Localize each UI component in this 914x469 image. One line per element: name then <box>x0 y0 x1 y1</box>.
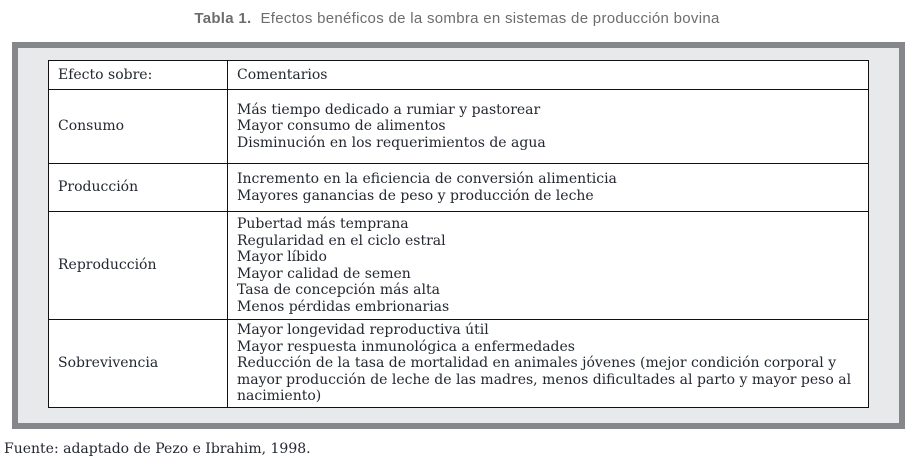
comment-line: Más tiempo dedicado a rumiar y pastorear <box>237 101 541 118</box>
table-title-label: Tabla 1. <box>194 10 252 27</box>
comment-line: Mayor longevidad reproductiva útil <box>237 322 489 339</box>
table-frame <box>12 42 905 429</box>
comment-line: Tasa de concepción más alta <box>237 282 440 298</box>
comments-cell <box>228 212 869 320</box>
table-row <box>49 320 869 408</box>
comments-cell <box>228 90 869 164</box>
table-row <box>49 90 869 164</box>
effect-cell: Reproducción <box>49 212 228 320</box>
table-title <box>0 10 914 27</box>
comments-cell <box>228 320 869 408</box>
table-row <box>49 212 869 320</box>
comment-line: Mayor consumo de alimentos <box>237 118 446 135</box>
comment-line: Mayor líbido <box>237 249 327 265</box>
comments-cell <box>228 164 869 212</box>
header-cell-effect: Efecto sobre: <box>49 61 228 90</box>
source-note: Fuente: adaptado de Pezo e Ibrahim, 1998. <box>4 441 311 457</box>
comment-line: Mayor respuesta inmunológica a enfermedades <box>237 338 575 355</box>
table-body <box>49 90 869 408</box>
header-row <box>49 61 869 90</box>
header-cell-comments: Comentarios <box>228 61 869 90</box>
effect-cell: Sobrevivencia <box>49 320 228 408</box>
comment-line: Regularidad en el ciclo estral <box>237 232 446 249</box>
table-row <box>49 164 869 212</box>
comment-line: Incremento en la eficiencia de conversión alimenticia <box>237 171 617 187</box>
effect-cell: Producción <box>49 164 228 212</box>
comment-line: Mayores ganancias de peso y producción de leche <box>237 187 594 204</box>
comment-line: Reducción de la tasa de mortalidad en animales jóvenes (mejor condición corporal y mayor producción de leche de las madres, menos dificultades al parto y mayor peso al nacimiento) <box>237 355 852 405</box>
comment-line: Disminución en los requerimientos de agua <box>237 134 546 151</box>
effects-table <box>48 60 869 408</box>
effect-cell: Consumo <box>49 90 228 164</box>
table-title-text: Efectos benéficos de la sombra en sistemas de producción bovina <box>260 10 720 27</box>
comment-line: Pubertad más temprana <box>237 216 409 232</box>
comment-line: Menos pérdidas embrionarias <box>237 298 450 315</box>
comment-line: Mayor calidad de semen <box>237 265 411 282</box>
